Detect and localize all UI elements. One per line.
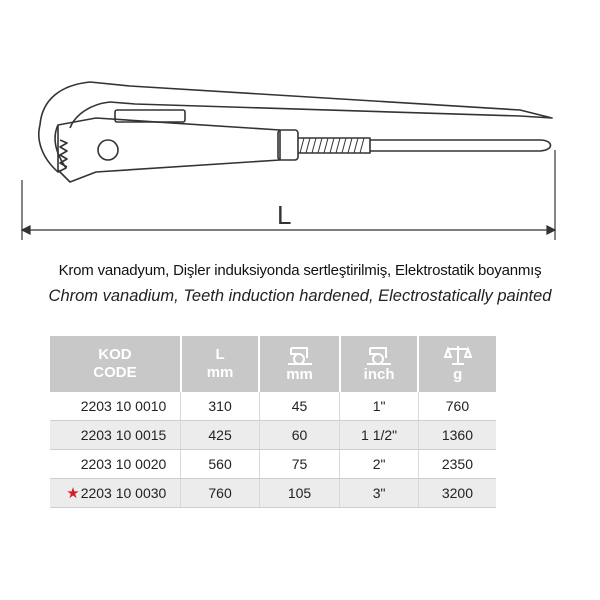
pipe-jaw-icon [364, 344, 394, 366]
cell-capacity-inch: 1 1/2" [340, 421, 419, 450]
cell-capacity-mm: 45 [259, 392, 340, 421]
cell-length: 425 [181, 421, 259, 450]
cell-code [50, 450, 181, 479]
cell-weight: 3200 [418, 479, 496, 508]
header-capacity-mm-unit: mm [286, 366, 313, 383]
description-turkish: Krom vanadyum, Dişler induksiyonda sertleştirilmiş, Elektrostatik boyanmış [58, 262, 542, 279]
header-capacity-mm [259, 336, 340, 392]
spec-table [50, 336, 496, 508]
header-weight-unit: g [453, 366, 463, 383]
star-icon: ★ [66, 485, 80, 502]
cell-capacity-mm: 105 [259, 479, 340, 508]
header-capacity-inch-unit: inch [363, 366, 395, 383]
cell-capacity-mm: 60 [259, 421, 340, 450]
cell-code [50, 421, 181, 450]
cell-code [50, 392, 181, 421]
header-weight [418, 336, 496, 392]
table-row [50, 450, 496, 479]
pipe-wrench-drawing [0, 60, 600, 250]
cell-weight: 2350 [418, 450, 496, 479]
cell-weight: 760 [418, 392, 496, 421]
cell-capacity-mm: 75 [259, 450, 340, 479]
description-english: Chrom vanadium, Teeth induction hardened, Electrostatically painted [48, 287, 552, 305]
cell-capacity-inch: 3" [340, 479, 419, 508]
cell-capacity-inch: 2" [340, 450, 419, 479]
length-dimension-label: L [277, 200, 292, 230]
table-header-row [50, 336, 496, 392]
cell-code-text: 2203 10 0010 [80, 398, 167, 414]
header-capacity-inch [340, 336, 419, 392]
header-code-line1: KOD [98, 346, 132, 363]
header-length-line1: L [215, 346, 225, 363]
cell-weight: 1360 [418, 421, 496, 450]
cell-length: 310 [181, 392, 259, 421]
table-row [50, 421, 496, 450]
header-length [181, 336, 259, 392]
table-row [50, 392, 496, 421]
cell-code-text: 2203 10 0020 [80, 456, 167, 472]
header-code-line2: CODE [93, 364, 137, 381]
table-row [50, 479, 496, 508]
cell-code-text: 2203 10 0015 [80, 427, 167, 443]
header-code [50, 336, 181, 392]
pipe-jaw-icon [285, 344, 315, 366]
scale-icon [443, 344, 473, 366]
cell-length: 760 [181, 479, 259, 508]
cell-code-text: 2203 10 0030 [80, 485, 167, 501]
header-length-line2: mm [206, 364, 234, 381]
cell-capacity-inch: 1" [340, 392, 419, 421]
cell-code [50, 479, 181, 508]
cell-length: 560 [181, 450, 259, 479]
